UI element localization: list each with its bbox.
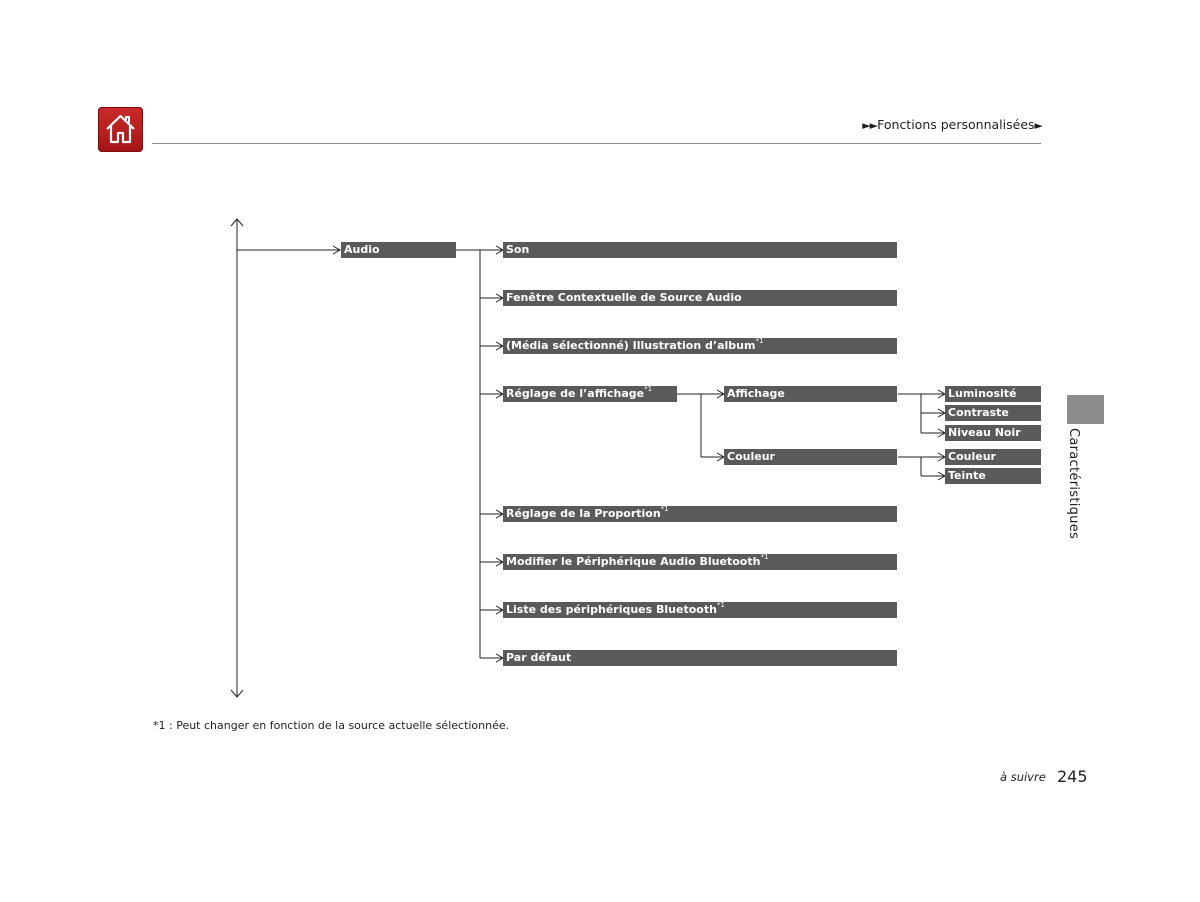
menu-item[interactable]	[503, 290, 897, 306]
menu-item-label: Réglage de la Proportion	[506, 507, 661, 520]
menu-item[interactable]	[503, 506, 897, 522]
menu-item[interactable]	[503, 242, 897, 258]
footnote: *1 : Peut changer en fonction de la source actuelle sélectionnée.	[153, 719, 510, 732]
menu-affichage[interactable]: Affichage	[724, 386, 897, 402]
footnote-ref: *1	[660, 506, 669, 514]
menu-luminosite[interactable]: Luminosité	[945, 386, 1041, 402]
menu-item-label: Par défaut	[506, 651, 572, 664]
menu-couleur-sub[interactable]: Couleur	[945, 449, 1041, 465]
page-number: 245	[1057, 767, 1088, 786]
footnote-ref: *1	[755, 338, 764, 346]
menu-couleur[interactable]: Couleur	[724, 449, 897, 465]
menu-item[interactable]	[503, 338, 897, 354]
menu-item-label: (Média sélectionné) Illustration d’album	[506, 339, 756, 352]
menu-contraste[interactable]: Contraste	[945, 405, 1041, 421]
menu-item-label: Liste des périphériques Bluetooth	[506, 603, 717, 616]
menu-item-label: Fenêtre Contextuelle de Source Audio	[506, 291, 742, 304]
footnote-ref: *1	[716, 602, 725, 610]
menu-item[interactable]	[503, 650, 897, 666]
menu-niveau-noir[interactable]: Niveau Noir	[945, 425, 1041, 441]
breadcrumb-end-arrow: ►	[1034, 119, 1042, 132]
menu-teinte[interactable]: Teinte	[945, 468, 1041, 484]
continued-label: à suivre	[1000, 770, 1046, 784]
breadcrumb-arrows: ►►	[862, 119, 878, 132]
menu-item-label: Son	[506, 243, 530, 256]
chapter-tab-label: Caractéristiques	[1066, 428, 1081, 540]
menu-audio[interactable]: Audio	[341, 242, 456, 258]
menu-item-label: Modifier le Périphérique Audio Bluetooth	[506, 555, 761, 568]
menu-item[interactable]	[503, 554, 897, 570]
footnote-ref: *1	[644, 386, 653, 394]
menu-item[interactable]	[503, 386, 677, 402]
menu-item[interactable]	[503, 602, 897, 618]
footnote-ref: *1	[760, 554, 769, 562]
menu-item-label: Réglage de l’affichage	[506, 387, 645, 400]
breadcrumb-label: Fonctions personnalisées	[877, 117, 1035, 132]
